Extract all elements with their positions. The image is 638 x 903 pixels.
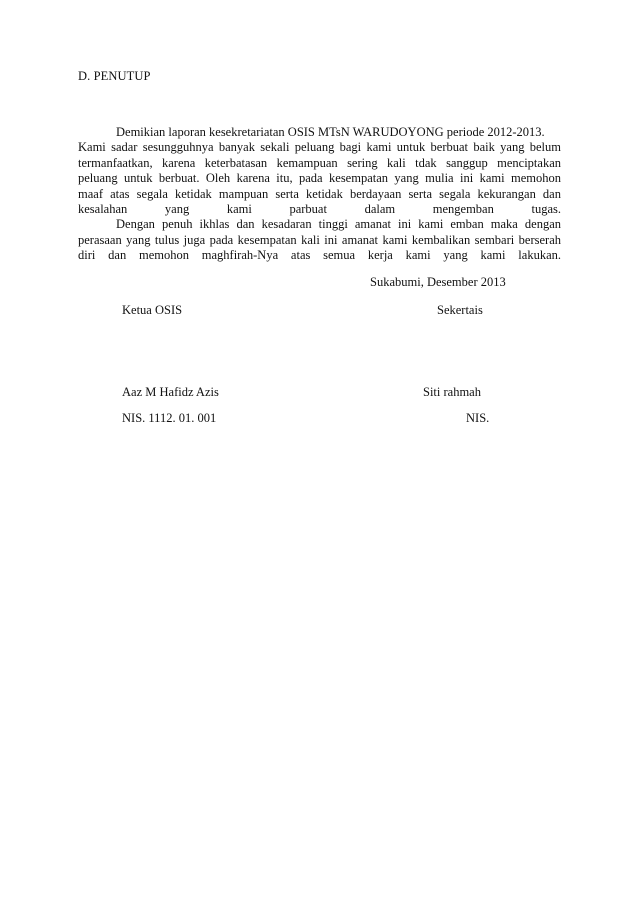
place-date: Sukabumi, Desember 2013 xyxy=(370,275,506,289)
left-signatory-title: Ketua OSIS xyxy=(122,303,183,317)
paragraph-line: diri dan memohon maghfirah-Nya atas semua kerja kami yang kami lakukan. xyxy=(78,248,561,263)
paragraph-line: Dengan penuh ikhlas dan kesadaran tinggi amanat ini kami emban maka dengan xyxy=(116,217,561,232)
paragraph-line: maaf atas segala ketidak mampuan serta ketidak berdayaan serta segala kekurangan dan xyxy=(78,186,561,201)
paragraph-line: peluang untuk berbuat. Oleh karena itu, pada kesempatan yang mulia ini kami memohon xyxy=(78,171,561,186)
paragraph-line: kesalahan yang kami parbuat dalam mengemban tugas. xyxy=(78,202,561,217)
right-signatory-title: Sekertais xyxy=(437,303,483,317)
right-signatory-id: NIS. xyxy=(466,411,490,425)
paragraph-line: Kami sadar sesungguhnya banyak sekali peluang bagi kami untuk berbuat baik yang belum xyxy=(78,140,561,155)
left-signatory-id: NIS. 1112. 01. 001 xyxy=(122,411,217,425)
left-signatory-name: Aaz M Hafidz Azis xyxy=(122,385,219,399)
paragraph-line: perasaan yang tulus juga pada kesempatan kali ini amanat kami kembalikan sembari berserah xyxy=(78,232,561,247)
section-heading: D. PENUTUP xyxy=(78,69,151,83)
closing-paragraph xyxy=(78,125,561,264)
paragraph-line: termanfaatkan, karena keterbatasan kemampuan sering kali tdak sanggup menciptakan xyxy=(78,155,561,170)
right-signatory-name: Siti rahmah xyxy=(423,385,481,399)
paragraph-line: Demikian laporan kesekretariatan OSIS MTsN WARUDOYONG periode 2012-2013. xyxy=(116,125,545,139)
